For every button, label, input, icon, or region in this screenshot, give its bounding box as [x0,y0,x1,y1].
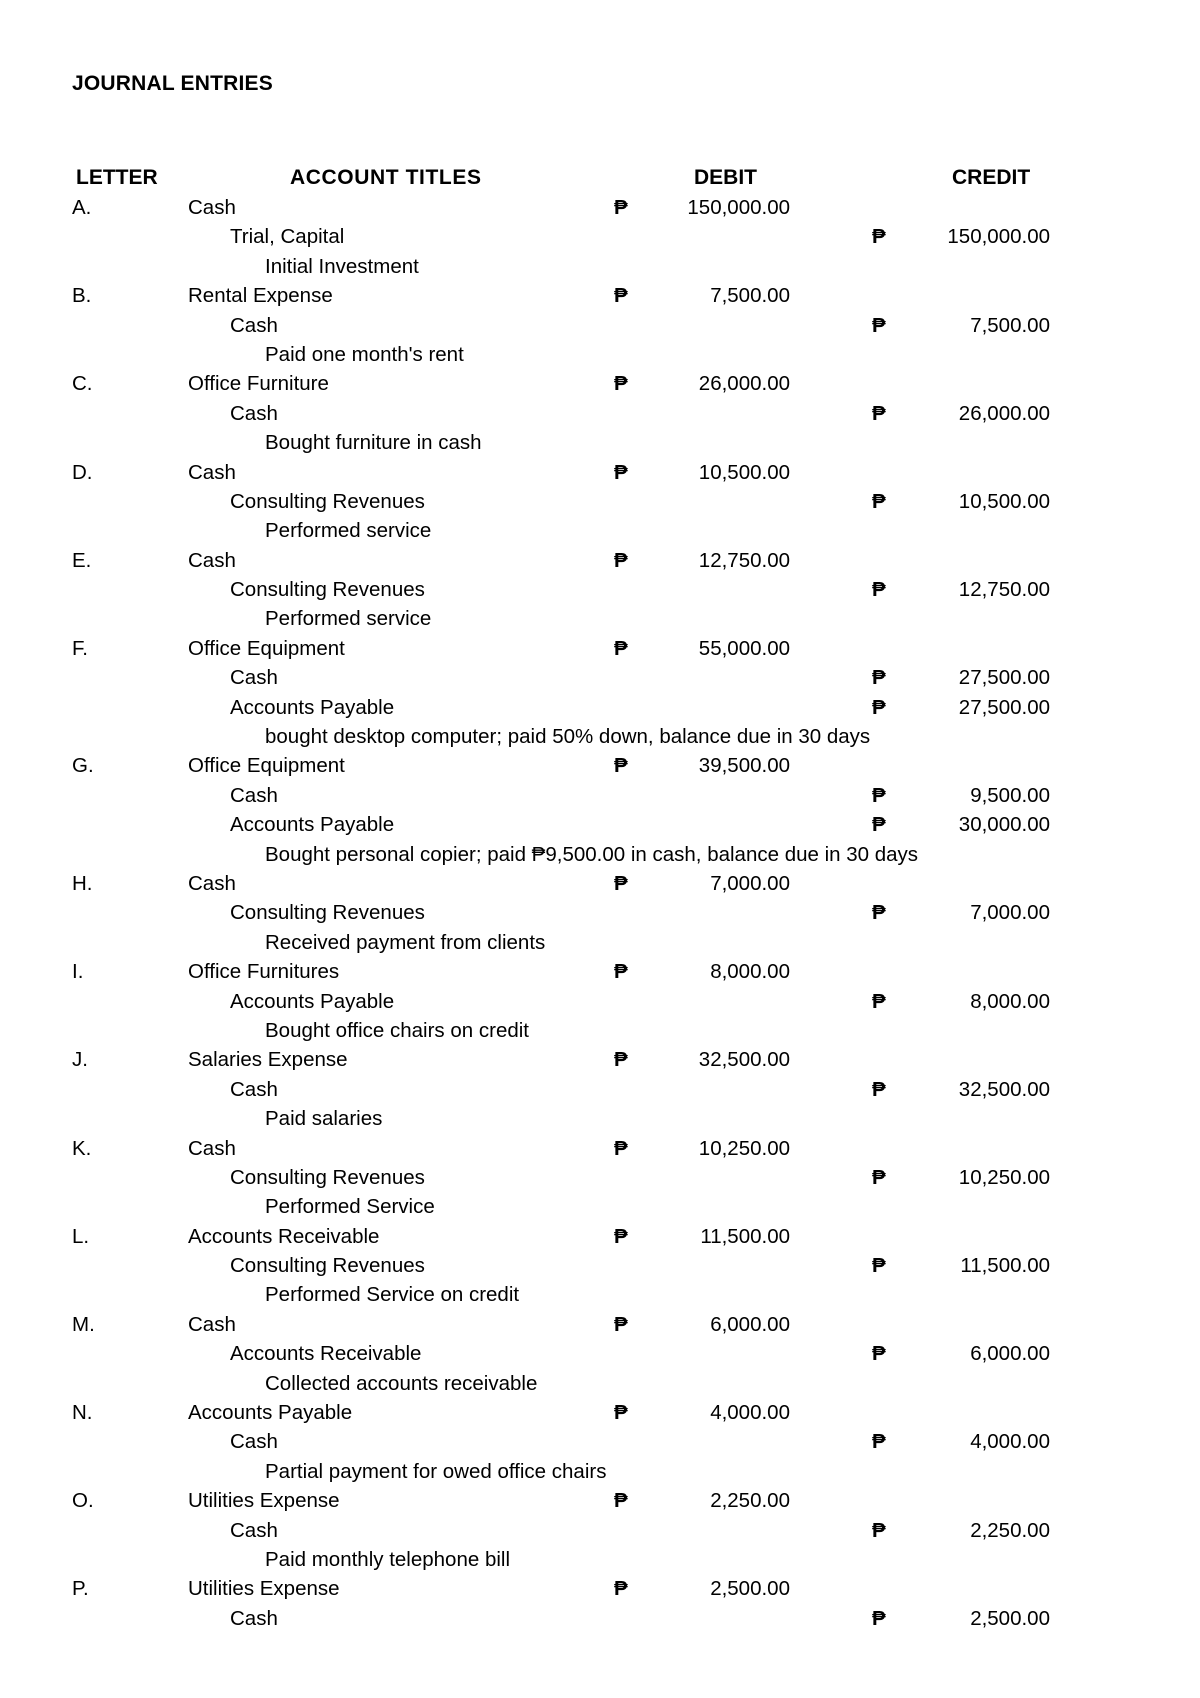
credit-amount: 11,500.00 [960,1254,1050,1278]
debit-amount: 7,000.00 [710,871,790,895]
debit-line [0,1045,1200,1074]
journal-entry [0,869,1200,957]
peso-sign: ₱ [872,666,886,690]
header-letter: LETTER [76,166,158,189]
credit-account: Accounts Payable [230,813,395,837]
journal-entry [0,634,1200,752]
description-line [0,1104,1200,1133]
journal-entries-list [0,193,1200,1633]
debit-account: Salaries Expense [188,1048,348,1072]
peso-sign: ₱ [872,1254,886,1278]
debit-line [0,1486,1200,1515]
credit-line [0,781,1200,810]
credit-amount: 27,500.00 [958,695,1050,719]
entry-letter: P. [72,1577,89,1601]
credit-line [0,810,1200,839]
journal-entry [0,1486,1200,1574]
debit-account: Utilities Expense [188,1489,340,1513]
peso-sign: ₱ [614,636,628,660]
credit-line [0,1251,1200,1280]
debit-amount: 8,000.00 [710,960,790,984]
peso-sign: ₱ [872,225,886,249]
credit-amount: 9,500.00 [970,783,1050,807]
debit-line [0,634,1200,663]
debit-account: Office Equipment [188,754,345,778]
debit-line [0,458,1200,487]
peso-sign: ₱ [872,1077,886,1101]
debit-line [0,1222,1200,1251]
entry-letter: J. [72,1048,88,1072]
page-title: JOURNAL ENTRIES [72,72,273,95]
credit-account: Consulting Revenues [230,489,425,513]
credit-account: Cash [230,1077,278,1101]
journal-entry [0,957,1200,1045]
peso-sign: ₱ [872,401,886,425]
credit-line [0,693,1200,722]
debit-account: Office Equipment [188,636,345,660]
peso-sign: ₱ [614,871,628,895]
credit-account: Consulting Revenues [230,1254,425,1278]
journal-entry [0,369,1200,457]
entry-letter: A. [72,196,92,219]
description-line [0,1280,1200,1309]
peso-sign: ₱ [614,196,628,219]
entry-description: Bought furniture in cash [265,431,482,455]
entry-description: Partial payment for owed office chairs [265,1459,607,1483]
entry-description: Paid salaries [265,1107,383,1131]
credit-line [0,1163,1200,1192]
description-line [0,340,1200,369]
debit-account: Accounts Payable [188,1401,353,1425]
credit-amount: 30,000.00 [958,813,1050,837]
debit-account: Cash [188,1312,236,1336]
header-account-titles: ACCOUNT TITLES [290,166,482,189]
entry-letter: C. [72,372,93,396]
credit-account: Consulting Revenues [230,578,425,602]
entry-description: bought desktop computer; paid 50% down, balance due in 30 days [265,725,871,749]
journal-entry [0,751,1200,869]
entry-description: Collected accounts receivable [265,1371,538,1395]
debit-account: Accounts Receivable [188,1224,380,1248]
journal-entry [0,1134,1200,1222]
peso-sign: ₱ [614,1224,628,1248]
description-line [0,722,1200,751]
entry-description: Performed Service on credit [265,1283,520,1307]
journal-entry [0,193,1200,281]
debit-amount: 2,250.00 [710,1489,790,1513]
debit-line [0,869,1200,898]
peso-sign: ₱ [614,960,628,984]
credit-line [0,311,1200,340]
debit-line [0,546,1200,575]
peso-sign: ₱ [872,989,886,1013]
debit-account: Cash [188,548,236,572]
entry-description: Performed Service [265,1195,435,1219]
credit-amount: 7,500.00 [970,313,1050,337]
entry-description: Bought office chairs on credit [265,1018,529,1042]
debit-amount: 10,500.00 [698,460,790,484]
credit-line [0,575,1200,604]
credit-amount: 32,500.00 [958,1077,1050,1101]
peso-sign: ₱ [614,754,628,778]
description-line [0,1192,1200,1221]
debit-account: Office Furnitures [188,960,340,984]
entry-description: Paid one month's rent [265,342,464,366]
entry-letter: H. [72,871,93,895]
credit-line [0,222,1200,251]
credit-line [0,1604,1200,1633]
journal-entry [0,1310,1200,1398]
entry-letter: L. [72,1224,90,1248]
journal-entry [0,458,1200,546]
credit-account: Accounts Payable [230,695,395,719]
entry-description: Performed service [265,607,432,631]
credit-account: Accounts Receivable [230,1342,422,1366]
journal-entry [0,546,1200,634]
entry-letter: N. [72,1401,93,1425]
credit-line [0,399,1200,428]
description-line [0,1369,1200,1398]
debit-amount: 4,000.00 [710,1401,790,1425]
header-credit: CREDIT [952,166,1031,189]
debit-account: Cash [188,1136,236,1160]
credit-amount: 4,000.00 [970,1430,1050,1454]
entry-description: Received payment from clients [265,930,546,954]
entry-letter: F. [72,636,88,660]
journal-entry [0,1398,1200,1486]
debit-account: Office Furniture [188,372,329,396]
credit-account: Cash [230,1606,278,1630]
credit-amount: 10,250.00 [958,1165,1050,1189]
peso-sign: ₱ [614,548,628,572]
debit-line [0,751,1200,780]
debit-account: Cash [188,871,236,895]
entry-letter: O. [72,1489,94,1513]
peso-sign: ₱ [614,284,628,308]
description-line [0,840,1200,869]
debit-amount: 7,500.00 [710,284,790,308]
peso-sign: ₱ [872,1342,886,1366]
header-debit: DEBIT [694,166,757,189]
peso-sign: ₱ [872,901,886,925]
debit-amount: 150,000.00 [687,196,790,219]
credit-line [0,987,1200,1016]
credit-account: Cash [230,783,278,807]
debit-amount: 32,500.00 [698,1048,790,1072]
description-line [0,1457,1200,1486]
debit-line [0,1310,1200,1339]
credit-account: Consulting Revenues [230,901,425,925]
entry-description: Paid monthly telephone bill [265,1547,511,1571]
journal-entry [0,1222,1200,1310]
credit-amount: 2,500.00 [970,1606,1050,1630]
debit-account: Cash [188,196,236,219]
debit-line [0,369,1200,398]
debit-amount: 6,000.00 [710,1312,790,1336]
entry-description: Bought personal copier; paid ₱9,500.00 in cash, balance due in 30 days [265,842,919,866]
credit-line [0,663,1200,692]
description-line [0,1016,1200,1045]
credit-line [0,1339,1200,1368]
entry-letter: K. [72,1136,92,1160]
entry-description: Initial Investment [265,254,419,278]
debit-account: Rental Expense [188,284,333,308]
credit-line [0,1075,1200,1104]
peso-sign: ₱ [872,489,886,513]
credit-amount: 26,000.00 [958,401,1050,425]
credit-amount: 7,000.00 [970,901,1050,925]
credit-account: Cash [230,1430,278,1454]
debit-amount: 2,500.00 [710,1577,790,1601]
entry-letter: B. [72,284,92,308]
debit-amount: 39,500.00 [698,754,790,778]
debit-account: Utilities Expense [188,1577,340,1601]
entry-letter: G. [72,754,94,778]
entry-letter: D. [72,460,93,484]
entry-letter: E. [72,548,92,572]
entry-letter: I. [72,960,84,984]
credit-amount: 8,000.00 [970,989,1050,1013]
debit-line [0,281,1200,310]
column-header-row [0,163,1200,193]
debit-line [0,1398,1200,1427]
credit-line [0,1427,1200,1456]
peso-sign: ₱ [872,1606,886,1630]
description-line [0,252,1200,281]
debit-amount: 10,250.00 [698,1136,790,1160]
credit-account: Consulting Revenues [230,1165,425,1189]
entry-letter: M. [72,1312,95,1336]
description-line [0,928,1200,957]
peso-sign: ₱ [872,1165,886,1189]
credit-amount: 27,500.00 [958,666,1050,690]
peso-sign: ₱ [872,578,886,602]
peso-sign: ₱ [614,1312,628,1336]
journal-entry [0,281,1200,369]
peso-sign: ₱ [614,1577,628,1601]
peso-sign: ₱ [614,460,628,484]
debit-line [0,957,1200,986]
peso-sign: ₱ [614,1401,628,1425]
peso-sign: ₱ [872,695,886,719]
credit-amount: 12,750.00 [958,578,1050,602]
credit-amount: 150,000.00 [947,225,1050,249]
debit-amount: 11,500.00 [700,1224,790,1248]
credit-account: Trial, Capital [230,225,345,249]
description-line [0,604,1200,633]
peso-sign: ₱ [614,372,628,396]
peso-sign: ₱ [872,1518,886,1542]
journal-entry [0,1045,1200,1133]
peso-sign: ₱ [872,783,886,807]
debit-account: Cash [188,460,236,484]
credit-line [0,898,1200,927]
peso-sign: ₱ [872,813,886,837]
peso-sign: ₱ [614,1048,628,1072]
credit-account: Cash [230,401,278,425]
credit-account: Accounts Payable [230,989,395,1013]
debit-line [0,1574,1200,1603]
peso-sign: ₱ [614,1489,628,1513]
debit-amount: 26,000.00 [698,372,790,396]
peso-sign: ₱ [614,1136,628,1160]
credit-account: Cash [230,1518,278,1542]
credit-line [0,1516,1200,1545]
description-line [0,516,1200,545]
debit-line [0,1134,1200,1163]
credit-line [0,487,1200,516]
debit-amount: 55,000.00 [698,636,790,660]
peso-sign: ₱ [872,313,886,337]
entry-description: Performed service [265,519,432,543]
debit-line [0,193,1200,222]
peso-sign: ₱ [872,1430,886,1454]
debit-amount: 12,750.00 [698,548,790,572]
credit-amount: 10,500.00 [958,489,1050,513]
credit-amount: 2,250.00 [970,1518,1050,1542]
description-line [0,428,1200,457]
credit-account: Cash [230,313,278,337]
credit-account: Cash [230,666,278,690]
journal-entry [0,1574,1200,1633]
description-line [0,1545,1200,1574]
credit-amount: 6,000.00 [970,1342,1050,1366]
